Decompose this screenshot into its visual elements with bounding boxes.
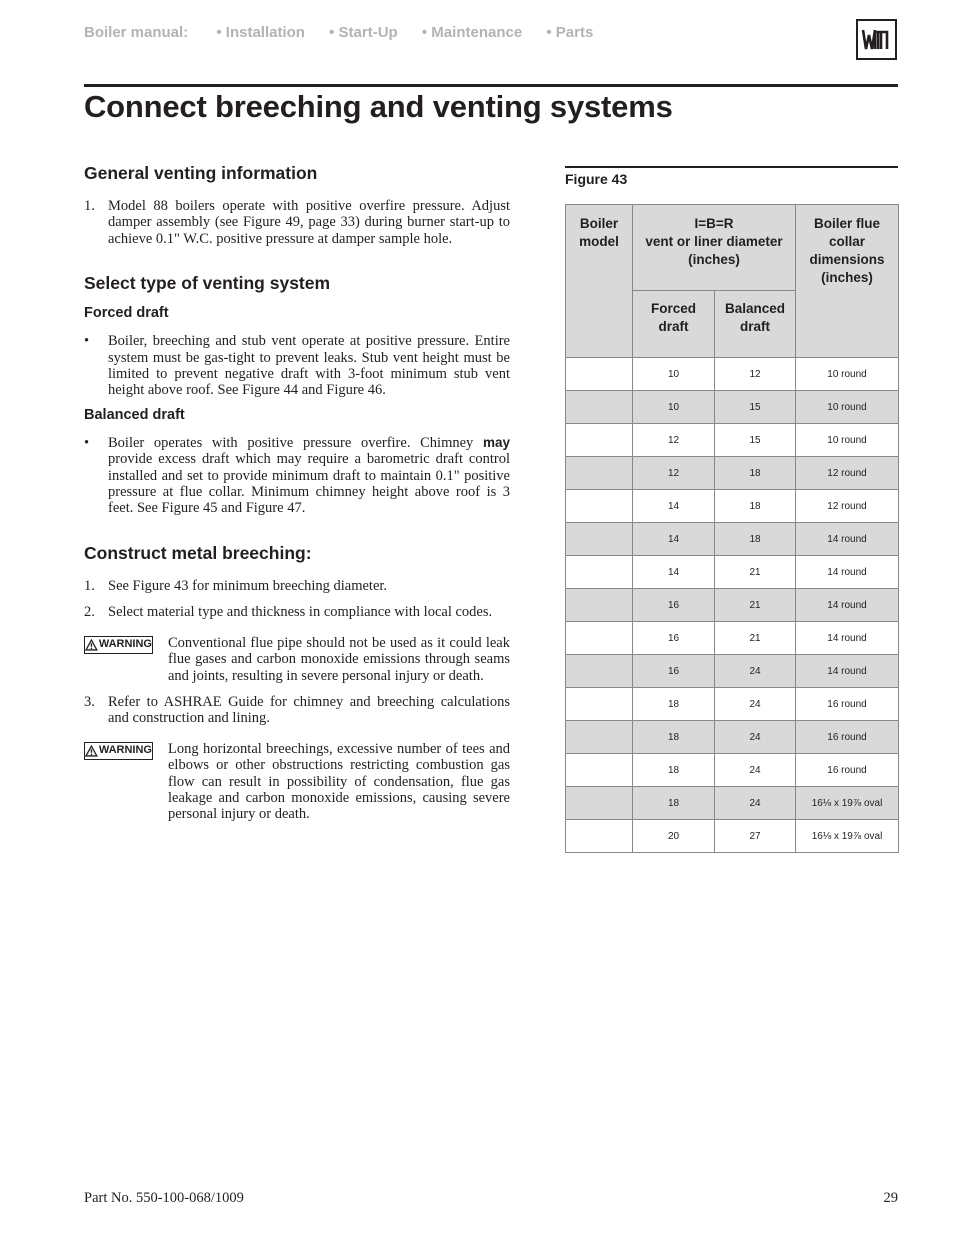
balanced-text-b: provide excess draft which may require a barometric draft control installed and set to provide minimum draft to maintain 0.1" positive pressure at flue collar. Minimum chimney height above roof is 3 feet. See Figure 45 and Figure 47. (108, 451, 510, 517)
header-ibr-line-3: (inches) (688, 252, 740, 267)
cell-balanced-draft: 21 (715, 589, 796, 622)
table-row (566, 358, 899, 391)
nav-parts[interactable]: • Parts (546, 24, 594, 41)
table-row (566, 622, 899, 655)
table-row (566, 787, 899, 820)
cell-boiler-model (566, 820, 633, 853)
construct-item-1-text: See Figure 43 for minimum breeching diameter. (108, 577, 388, 594)
left-column (84, 163, 510, 823)
forced-draft-item (84, 333, 510, 399)
cell-balanced-draft: 24 (715, 787, 796, 820)
cell-boiler-model (566, 589, 633, 622)
cell-collar-dimensions: 14 round (796, 655, 899, 688)
construct-item-1 (84, 578, 510, 594)
manual-label: Boiler manual: (84, 24, 189, 41)
cell-balanced-draft: 21 (715, 556, 796, 589)
part-number: Part No. 550-100-068/1009 (84, 1190, 244, 1206)
cell-collar-dimensions: 16⅛ x 19⅞ oval (796, 820, 899, 853)
header-nav (84, 24, 613, 41)
cell-forced-draft: 18 (633, 688, 715, 721)
page-number: 29 (883, 1190, 898, 1206)
balanced-draft-item (84, 435, 510, 517)
cell-collar-dimensions: 10 round (796, 391, 899, 424)
header-rule (84, 84, 898, 87)
table-row (566, 457, 899, 490)
cell-balanced-draft: 27 (715, 820, 796, 853)
cell-boiler-model (566, 787, 633, 820)
cell-boiler-model (566, 688, 633, 721)
cell-boiler-model (566, 655, 633, 688)
cell-forced-draft: 18 (633, 754, 715, 787)
warning-triangle-icon (85, 745, 98, 757)
balanced-text-a: Boiler operates with positive pressure overfire. Chimney (108, 434, 483, 451)
construct-item-2 (84, 604, 510, 620)
list-marker: 1. (84, 577, 95, 594)
cell-boiler-model (566, 556, 633, 589)
table-row (566, 721, 899, 754)
list-marker: 3. (84, 693, 95, 710)
cell-balanced-draft: 21 (715, 622, 796, 655)
cell-boiler-model (566, 457, 633, 490)
cell-collar-dimensions: 14 round (796, 523, 899, 556)
table-row (566, 490, 899, 523)
cell-collar-dimensions: 10 round (796, 358, 899, 391)
cell-balanced-draft: 24 (715, 655, 796, 688)
figure-label: Figure 43 (565, 171, 628, 187)
table-row (566, 754, 899, 787)
general-venting-heading: General venting information (84, 163, 318, 183)
cell-balanced-draft: 12 (715, 358, 796, 391)
table-row (566, 589, 899, 622)
general-item-text: Model 88 boilers operate with positive overfire pressure. Adjust damper assembly (see Figure 49, page 33) during burner start-up to achieve 0.1" W.C. positive pressure at damper sample hole. (108, 198, 510, 247)
nav-installation[interactable]: • Installation (216, 24, 305, 41)
cell-forced-draft: 10 (633, 358, 715, 391)
cell-collar-dimensions: 12 round (796, 490, 899, 523)
header-collar-dimensions: Boiler flue collar dimensions (inches) (796, 205, 899, 358)
cell-collar-dimensions: 16⅛ x 19⅞ oval (796, 787, 899, 820)
wm-logo-icon (856, 19, 897, 60)
cell-boiler-model (566, 358, 633, 391)
header-ibr-line-1: I=B=R (694, 216, 734, 231)
header-ibr (633, 205, 796, 291)
cell-collar-dimensions: 16 round (796, 754, 899, 787)
cell-forced-draft: 18 (633, 721, 715, 754)
cell-boiler-model (566, 622, 633, 655)
warning-label: WARNING (98, 638, 152, 651)
header-forced-draft: Forced draft (633, 291, 715, 358)
header-ibr-line-2: vent or liner diameter (645, 234, 783, 249)
nav-maintenance[interactable]: • Maintenance (421, 24, 523, 41)
general-item-1 (84, 198, 510, 247)
breeching-table (565, 204, 899, 853)
cell-balanced-draft: 15 (715, 424, 796, 457)
cell-forced-draft: 14 (633, 556, 715, 589)
cell-collar-dimensions: 10 round (796, 424, 899, 457)
warning-badge (84, 742, 153, 760)
cell-forced-draft: 18 (633, 787, 715, 820)
cell-forced-draft: 20 (633, 820, 715, 853)
bullet: • (84, 434, 90, 451)
table-row (566, 424, 899, 457)
header-balanced-draft: Balanced draft (715, 291, 796, 358)
cell-forced-draft: 16 (633, 622, 715, 655)
warning-2-text: Long horizontal breechings, excessive number of tees and elbows or other obstructions restricting combustion gas flow can result in possibility of condensation, flue gas leakage and carbon monoxide emissions, causing severe personal injury or death. (168, 740, 510, 823)
bullet: • (84, 333, 90, 350)
table-row (566, 820, 899, 853)
cell-forced-draft: 16 (633, 589, 715, 622)
balanced-keyword: may (482, 434, 510, 450)
table-body (566, 358, 899, 853)
list-marker: 2. (84, 604, 95, 621)
cell-balanced-draft: 24 (715, 754, 796, 787)
forced-draft-text: Boiler, breeching and stub vent operate at positive pressure. Entire system must be gas-tight to prevent leaks. Stub vent height must be limited to prevent negative draft with 3-foot minimum stub vent height above roof. See Figure 44 and Figure 46. (108, 333, 510, 399)
table-row (566, 523, 899, 556)
construct-item-2-text: Select material type and thickness in compliance with local codes. (108, 604, 493, 621)
table-row (566, 688, 899, 721)
cell-collar-dimensions: 14 round (796, 589, 899, 622)
page-title: Connect breeching and venting systems (84, 89, 673, 124)
cell-boiler-model (566, 424, 633, 457)
construct-item-3 (84, 694, 510, 727)
cell-balanced-draft: 24 (715, 721, 796, 754)
table-row (566, 655, 899, 688)
warning-badge (84, 636, 153, 654)
forced-draft-heading: Forced draft (84, 305, 169, 322)
table-row (566, 391, 899, 424)
table-row (566, 556, 899, 589)
cell-forced-draft: 16 (633, 655, 715, 688)
list-marker: 1. (84, 198, 95, 214)
cell-balanced-draft: 18 (715, 457, 796, 490)
select-venting-heading: Select type of venting system (84, 273, 331, 294)
cell-boiler-model (566, 754, 633, 787)
cell-forced-draft: 14 (633, 523, 715, 556)
warning-block-2 (84, 741, 510, 823)
cell-forced-draft: 10 (633, 391, 715, 424)
header-boiler-model: Boiler model (566, 205, 633, 358)
warning-block-1 (84, 635, 510, 684)
cell-boiler-model (566, 721, 633, 754)
cell-forced-draft: 12 (633, 457, 715, 490)
cell-collar-dimensions: 16 round (796, 721, 899, 754)
cell-balanced-draft: 18 (715, 490, 796, 523)
warning-label: WARNING (98, 744, 152, 757)
cell-forced-draft: 12 (633, 424, 715, 457)
cell-boiler-model (566, 523, 633, 556)
cell-boiler-model (566, 490, 633, 523)
cell-balanced-draft: 15 (715, 391, 796, 424)
figure-rule (565, 166, 898, 168)
cell-balanced-draft: 24 (715, 688, 796, 721)
nav-start-up[interactable]: • Start-Up (329, 24, 398, 41)
cell-forced-draft: 14 (633, 490, 715, 523)
cell-balanced-draft: 18 (715, 523, 796, 556)
balanced-draft-heading: Balanced draft (84, 406, 185, 423)
cell-collar-dimensions: 14 round (796, 556, 899, 589)
warning-1-text: Conventional flue pipe should not be used as it could leak flue gases and carbon monoxide emissions through seams and joints, resulting in severe personal injury or death. (168, 634, 510, 684)
cell-collar-dimensions: 12 round (796, 457, 899, 490)
warning-triangle-icon (85, 639, 98, 651)
construct-breeching-heading: Construct metal breeching: (84, 542, 312, 563)
cell-boiler-model (566, 391, 633, 424)
construct-item-3-text: Refer to ASHRAE Guide for chimney and breeching calculations and construction and lining. (108, 693, 510, 727)
cell-collar-dimensions: 16 round (796, 688, 899, 721)
cell-collar-dimensions: 14 round (796, 622, 899, 655)
